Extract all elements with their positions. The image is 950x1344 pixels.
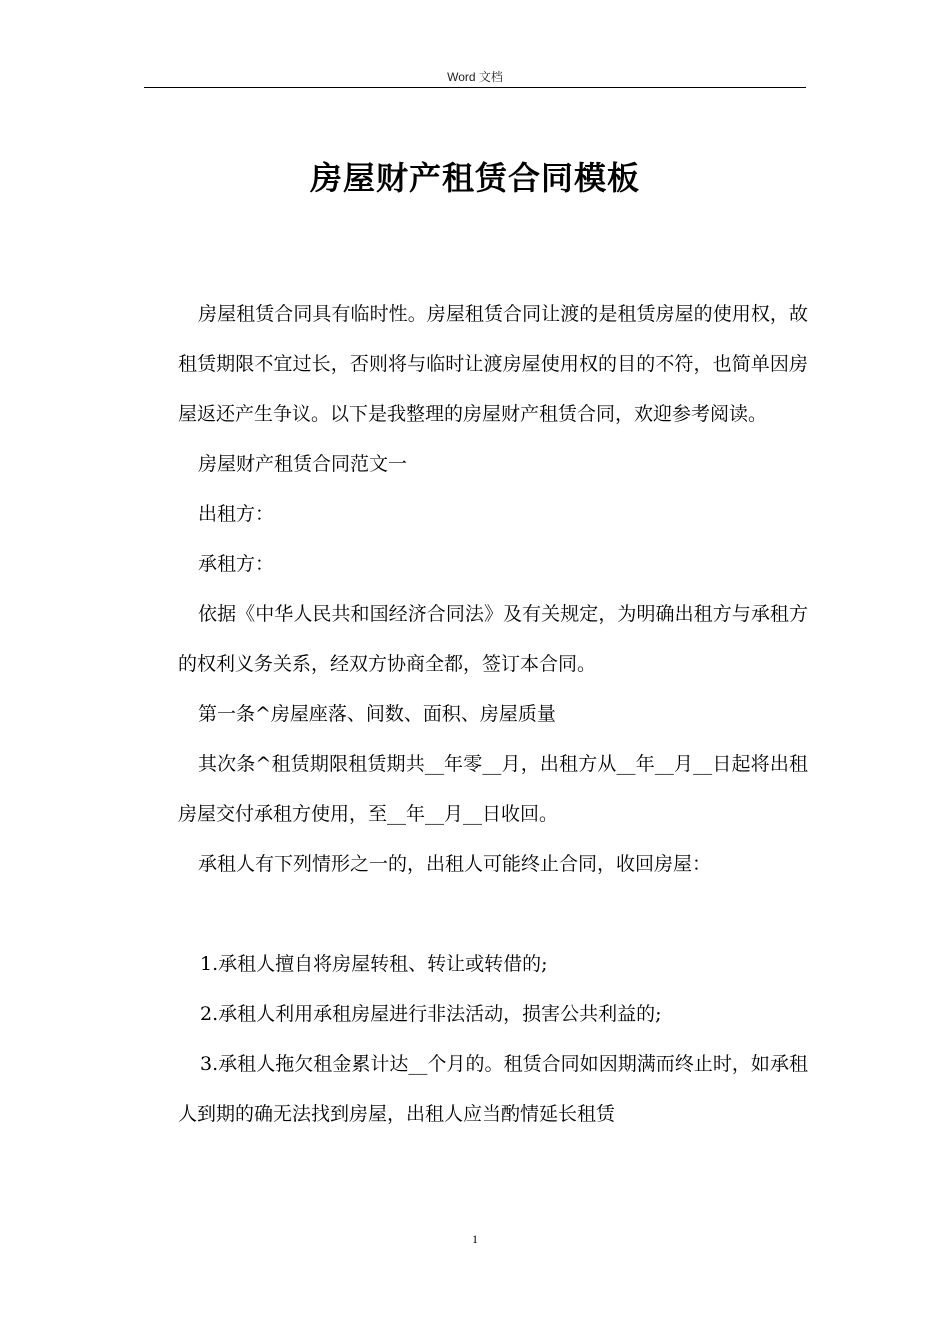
document-title: 房屋财产租赁合同模板 [309, 159, 640, 197]
intro-paragraph: 房屋租赁合同具有临时性。房屋租赁合同让渡的是租赁房屋的使用权，故租赁期限不宜过长，否则将与临时让渡房屋使用权的目的不符，也简单因房屋返还产生争议。以下是我整理的房屋财产租赁合同，欢迎参考阅读。 [178, 303, 808, 425]
lessor-field: 出租方： [198, 503, 275, 525]
page-header-label: Word 文档 [447, 70, 503, 84]
termination-conditions: 承租人有下列情形之一的，出租人可能终止合同，收回房屋： [198, 853, 712, 875]
legal-basis-paragraph: 依据《中华人民共和国经济合同法》及有关规定，为明确出租方与承租方的权利义务关系，经双方协商全都，签订本合同。 [178, 603, 808, 675]
document-body [178, 289, 808, 1139]
list-item: 3.承租人拖欠租金累计达__个月的。租赁合同如因期满而终止时，如承租人到期的确无法找到房屋，出租人应当酌情延长租赁 [178, 1053, 808, 1125]
article-two: 其次条^租赁期限租赁期共__年零__月，出租方从__年__月__日起将出租房屋交付承租方使用，至__年__月__日收回。 [178, 753, 808, 825]
lessee-field: 承租方： [198, 553, 275, 575]
header-divider [144, 87, 806, 88]
blank-line [178, 889, 808, 939]
article-one: 第一条^房屋座落、间数、面积、房屋质量 [198, 703, 556, 725]
list-item: 2.承租人利用承租房屋进行非法活动，损害公共利益的; [200, 1003, 662, 1025]
list-item: 1.承租人擅自将房屋转租、转让或转借的; [200, 953, 548, 975]
page-number: 1 [472, 1232, 478, 1246]
sample-heading: 房屋财产租赁合同范文一 [198, 453, 408, 475]
